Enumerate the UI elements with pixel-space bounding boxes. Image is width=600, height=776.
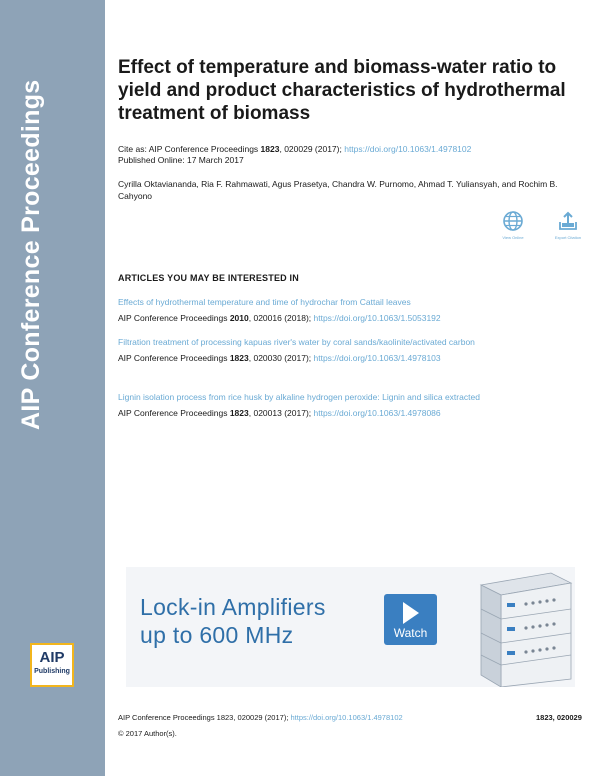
ad-line2: up to 600 MHz: [140, 622, 294, 648]
related-articles-heading: ARTICLES YOU MAY BE INTERESTED IN: [118, 273, 299, 283]
cite-prefix: Cite as: AIP Conference Proceedings: [118, 144, 261, 154]
related-article: [118, 337, 568, 364]
related-article-citation: [118, 353, 568, 364]
footer-citation: [118, 713, 403, 723]
related-article: [118, 297, 568, 324]
logo-line2: Publishing: [34, 668, 70, 675]
cite-volume: 1823: [260, 144, 280, 154]
export-icon: [557, 210, 579, 232]
aip-publishing-logo[interactable]: [30, 643, 74, 687]
related-article-details: , 020030 (2017);: [248, 353, 314, 363]
related-article-citation: [118, 313, 568, 324]
play-icon: [403, 602, 419, 624]
related-article-title-link[interactable]: Lignin isolation process from rice husk by alkaline hydrogen peroxide: Lignin and silica extracted: [118, 392, 480, 402]
related-article-volume: 1823: [229, 353, 249, 363]
related-article-volume: 2010: [229, 313, 249, 323]
paper-doi-link[interactable]: https://doi.org/10.1063/1.4978102: [344, 144, 472, 154]
related-article-details: , 020016 (2018);: [248, 313, 314, 323]
related-article-journal: AIP Conference Proceedings: [118, 408, 230, 418]
copyright-notice: © 2017 Author(s).: [118, 729, 177, 738]
footer-cite-prefix: AIP Conference Proceedings 1823, 020029 (2017);: [118, 713, 291, 722]
related-article-title-link[interactable]: Effects of hydrothermal temperature and time of hydrochar from Cattail leaves: [118, 297, 411, 307]
footer-page-number: 1823, 020029: [536, 713, 582, 722]
journal-name: AIP Conference Proceedings: [17, 79, 45, 430]
related-article: [118, 392, 568, 419]
related-article-details: , 020013 (2017);: [248, 408, 314, 418]
amplifier-device-image: [471, 567, 575, 687]
related-article-doi-link[interactable]: https://doi.org/10.1063/1.4978086: [313, 408, 441, 418]
footer-doi-link[interactable]: https://doi.org/10.1063/1.4978102: [290, 713, 403, 722]
view-online-label: View Online: [502, 235, 524, 240]
ad-headline: [140, 593, 326, 649]
ad-line1: Lock-in Amplifiers: [140, 594, 326, 620]
citation-line: [118, 144, 471, 155]
related-article-title-link[interactable]: Filtration treatment of processing kapuas river's water by coral sands/kaolinite/activated carbon: [118, 337, 475, 347]
author-list: Cyrilla Oktaviananda, Ria F. Rahmawati, Agus Prasetya, Chandra W. Purnomo, Ahmad T. Yuliansyah, and Rochim B. Cahyono: [118, 179, 558, 201]
globe-icon: [502, 210, 524, 232]
related-article-doi-link[interactable]: https://doi.org/10.1063/1.5053192: [313, 313, 441, 323]
export-citation-button[interactable]: [543, 210, 593, 240]
watch-video-button[interactable]: [384, 594, 437, 645]
related-article-journal: AIP Conference Proceedings: [118, 313, 230, 323]
published-date: Published Online: 17 March 2017: [118, 155, 244, 165]
export-citation-label: Export Citation: [554, 235, 582, 240]
cite-suffix: , 020029 (2017);: [279, 144, 345, 154]
related-article-citation: [118, 408, 568, 419]
journal-sidebar: [0, 0, 105, 776]
lock-in-amplifier-advertisement[interactable]: [126, 567, 575, 687]
related-article-volume: 1823: [229, 408, 249, 418]
watch-label: Watch: [393, 626, 428, 640]
logo-line1: AIP: [39, 649, 65, 666]
related-article-doi-link[interactable]: https://doi.org/10.1063/1.4978103: [313, 353, 441, 363]
paper-title: Effect of temperature and biomass-water ratio to yield and product characteristics of hydrothermal treatment of biomass: [118, 57, 566, 124]
related-article-journal: AIP Conference Proceedings: [118, 353, 230, 363]
view-online-button[interactable]: [488, 210, 538, 240]
